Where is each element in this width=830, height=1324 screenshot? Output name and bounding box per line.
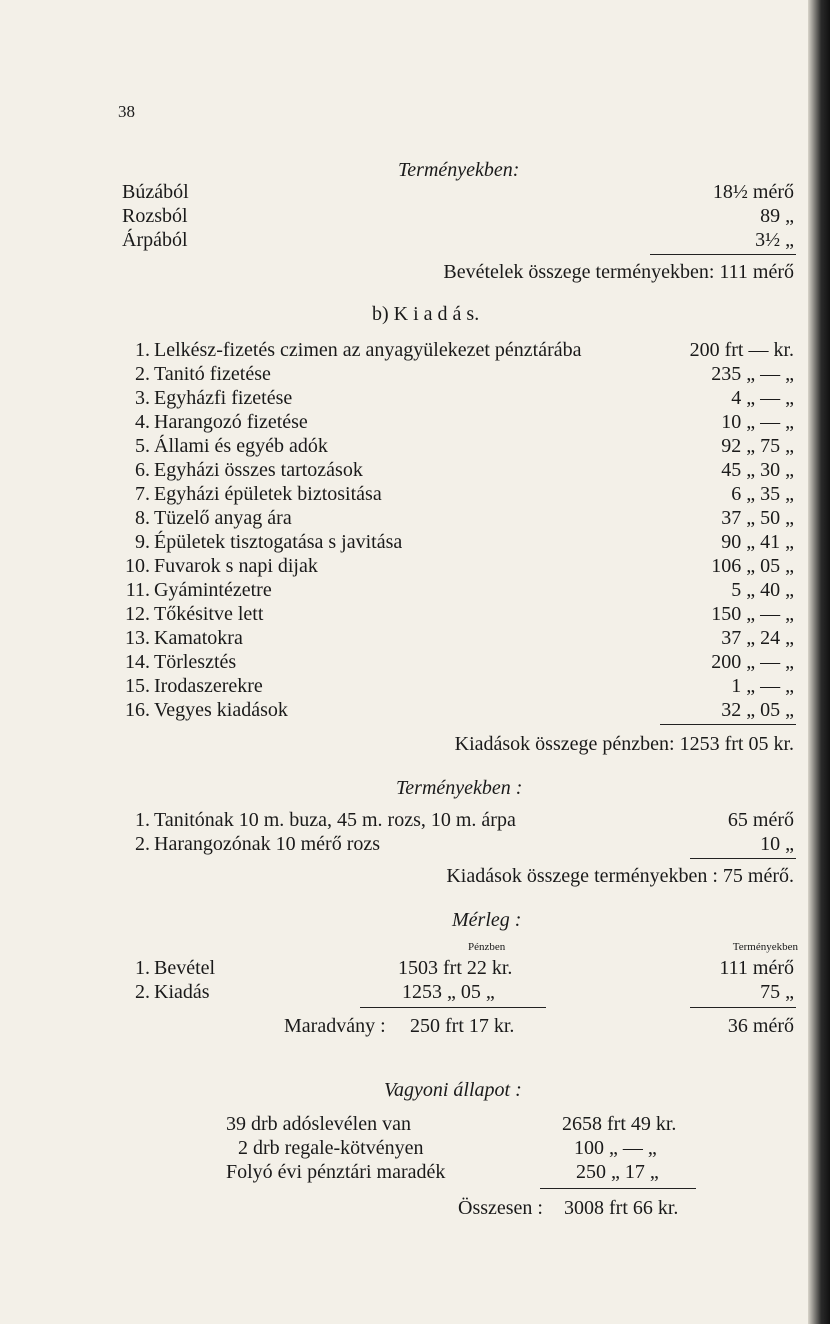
merleg-column-penzben: Pénzben xyxy=(468,941,506,953)
expense-amount: 10 „ — „ xyxy=(721,411,794,433)
expense-amount: 150 „ — „ xyxy=(711,603,794,625)
grain-expenses-total: Kiadások összege terményekben : 75 mérő. xyxy=(446,865,794,887)
expense-label: Tőkésitve lett xyxy=(154,603,264,625)
expense-label: Állami és egyéb adók xyxy=(154,435,328,457)
expense-number: 7. xyxy=(135,483,150,505)
merleg-row-grain: 75 „ xyxy=(760,981,794,1003)
heading-termenyekben-2: Terményekben : xyxy=(396,777,523,799)
expense-number: 3. xyxy=(135,387,150,409)
rule xyxy=(660,724,796,725)
expense-amount: 200 „ — „ xyxy=(711,651,794,673)
asset-amount: 2658 frt 49 kr. xyxy=(562,1113,677,1135)
expense-amount: 37 „ 50 „ xyxy=(721,507,794,529)
expense-number: 11. xyxy=(125,579,150,601)
expense-number: 6. xyxy=(135,459,150,481)
heading-termenyekben: Terményekben: xyxy=(398,159,520,181)
rule xyxy=(540,1188,696,1189)
expense-number: 2. xyxy=(135,363,150,385)
expense-label: Gyámintézetre xyxy=(154,579,272,601)
expense-number: 1. xyxy=(135,339,150,361)
expense-amount: 106 „ 05 „ xyxy=(711,555,794,577)
expense-label: Egyházi összes tartozások xyxy=(154,459,363,481)
grain-expense-amount: 65 mérő xyxy=(727,809,794,831)
heading-merleg: Mérleg : xyxy=(452,909,522,931)
expense-number: 16. xyxy=(125,699,150,721)
grain-income-amount: 18½ mérő xyxy=(712,181,794,203)
rule xyxy=(690,858,796,859)
expense-label: Vegyes kiadások xyxy=(154,699,288,721)
grain-income-amount: 89 „ xyxy=(760,205,794,227)
expense-number: 9. xyxy=(135,531,150,553)
expense-number: 10. xyxy=(125,555,150,577)
expense-amount: 1 „ — „ xyxy=(731,675,794,697)
grain-expense-number: 2. xyxy=(135,833,150,855)
grain-expense-number: 1. xyxy=(135,809,150,831)
expense-label: Harangozó fizetése xyxy=(154,411,308,433)
grain-expense-label: Tanitónak 10 m. buza, 45 m. rozs, 10 m. árpa xyxy=(154,809,516,831)
expense-amount: 5 „ 40 „ xyxy=(731,579,794,601)
merleg-column-termenyekben: Terményekben xyxy=(732,941,798,953)
grain-income-amount: 3½ „ xyxy=(755,229,794,251)
expense-number: 15. xyxy=(125,675,150,697)
grain-income-total: Bevételek összege terményekben: 111 mérő xyxy=(443,261,794,283)
expense-amount: 92 „ 75 „ xyxy=(721,435,794,457)
expense-number: 5. xyxy=(135,435,150,457)
expense-amount: 235 „ — „ xyxy=(711,363,794,385)
expense-label: Egyházi épületek biztositása xyxy=(154,483,382,505)
merleg-row-label: Kiadás xyxy=(154,981,210,1003)
expense-amount: 37 „ 24 „ xyxy=(721,627,794,649)
heading-vagyoni-allapot: Vagyoni állapot : xyxy=(384,1079,522,1101)
expense-amount: 6 „ 35 „ xyxy=(731,483,794,505)
expense-number: 8. xyxy=(135,507,150,529)
heading-kiadas: b) K i a d á s. xyxy=(372,303,480,325)
merleg-row-money: 1503 frt 22 kr. xyxy=(398,957,513,979)
merleg-row-label: Bevétel xyxy=(154,957,216,979)
page-number: 38 xyxy=(118,102,135,121)
grain-expense-label: Harangozónak 10 mérő rozs xyxy=(154,833,381,855)
asset-label: Folyó évi pénztári maradék xyxy=(226,1161,446,1183)
expense-label: Irodaszerekre xyxy=(154,675,263,697)
grain-income-label: Búzából xyxy=(122,181,189,203)
rule xyxy=(690,1007,796,1008)
expense-amount: 200 frt — kr. xyxy=(689,339,794,361)
merleg-row-number: 1. xyxy=(135,957,150,979)
grain-income-label: Árpából xyxy=(122,229,188,251)
expenses-total: Kiadások összege pénzben: 1253 frt 05 kr. xyxy=(454,733,794,755)
expense-amount: 45 „ 30 „ xyxy=(721,459,794,481)
merleg-row-money: 1253 „ 05 „ xyxy=(402,981,495,1003)
expense-label: Kamatokra xyxy=(154,627,243,649)
maradvany-money: 250 frt 17 kr. xyxy=(410,1015,515,1037)
grain-expense-amount: 10 „ xyxy=(760,833,794,855)
assets-total-amount: 3008 frt 66 kr. xyxy=(564,1197,679,1219)
asset-amount: 100 „ — „ xyxy=(574,1137,657,1159)
asset-amount: 250 „ 17 „ xyxy=(576,1161,659,1183)
asset-label: 2 drb regale-kötvényen xyxy=(238,1137,424,1159)
expense-amount: 90 „ 41 „ xyxy=(721,531,794,553)
grain-income-label: Rozsból xyxy=(122,205,188,227)
expense-label: Fuvarok s napi dijak xyxy=(154,555,318,577)
expense-amount: 32 „ 05 „ xyxy=(721,699,794,721)
rule xyxy=(360,1007,546,1008)
assets-total-label: Összesen : xyxy=(458,1197,543,1219)
expense-label: Tüzelő anyag ára xyxy=(154,507,292,529)
merleg-row-grain: 111 mérő xyxy=(719,957,794,979)
expense-label: Tanitó fizetése xyxy=(154,363,271,385)
expense-label: Egyházfi fizetése xyxy=(154,387,293,409)
expense-label: Épületek tisztogatása s javitása xyxy=(154,531,403,553)
expense-number: 14. xyxy=(125,651,150,673)
maradvany-grain: 36 mérő xyxy=(727,1015,794,1037)
expense-amount: 4 „ — „ xyxy=(731,387,794,409)
expense-number: 4. xyxy=(135,411,150,433)
page-edge-shadow xyxy=(808,0,830,1324)
merleg-row-number: 2. xyxy=(135,981,150,1003)
expense-label: Törlesztés xyxy=(154,651,237,673)
rule xyxy=(650,254,796,255)
maradvany-label: Maradvány : xyxy=(284,1015,386,1037)
asset-label: 39 drb adóslevélen van xyxy=(226,1113,411,1135)
expense-label: Lelkész-fizetés czimen az anyagyülekezet pénztárába xyxy=(154,339,582,361)
expense-number: 12. xyxy=(125,603,150,625)
expense-number: 13. xyxy=(125,627,150,649)
